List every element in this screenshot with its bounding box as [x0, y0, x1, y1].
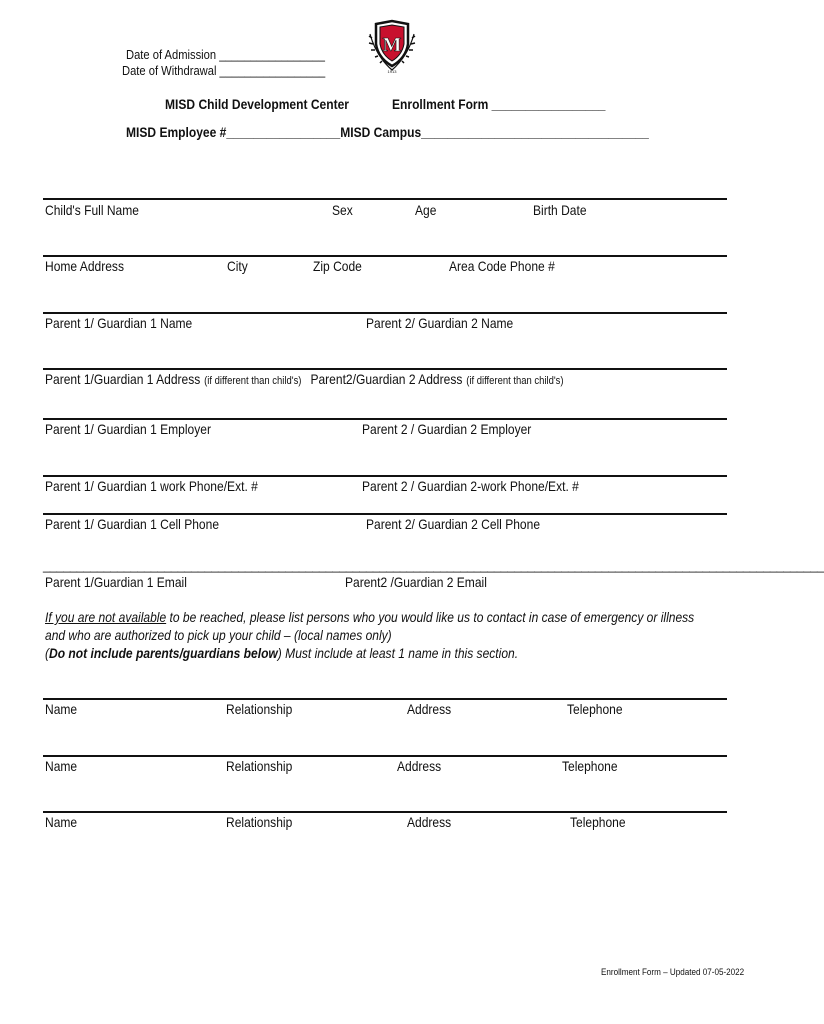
- parent1-address-note: (if different than child's): [204, 375, 302, 387]
- emergency-bold-note: Do not include parents/guardians below: [49, 645, 278, 661]
- employee-campus-field[interactable]: MISD Employee #_________________MISD Campus__________________________________: [126, 124, 649, 140]
- emergency-instructions-line1: [45, 609, 694, 625]
- footer-updated-note: Enrollment Form – Updated 07-05-2022: [601, 967, 745, 977]
- parent1-work-phone-label: Parent 1/ Guardian 1 work Phone/Ext. #: [45, 478, 258, 494]
- contact-relationship-label: Relationship: [226, 814, 293, 830]
- birth-date-label: Birth Date: [533, 202, 587, 218]
- parent1-name-label: Parent 1/ Guardian 1 Name: [45, 315, 193, 331]
- email-blank-line[interactable]: ____________________________________________________________________________________________________________________: [43, 558, 824, 573]
- parent2-address-note: (if different than child's): [466, 375, 564, 387]
- row-rule: [43, 811, 727, 813]
- logo-year: 1913: [387, 69, 397, 74]
- contact-address-label: Address: [407, 701, 452, 717]
- city-label: City: [227, 258, 248, 274]
- contact-name-label: Name: [45, 814, 78, 830]
- date-of-admission-label: Date of Admission _________________: [126, 47, 325, 62]
- enrollment-form-field[interactable]: Enrollment Form _________________: [392, 96, 606, 112]
- contact-relationship-label: Relationship: [226, 758, 293, 774]
- contact-address-label: Address: [407, 814, 452, 830]
- parent2-cell-phone-label: Parent 2/ Guardian 2 Cell Phone: [366, 516, 541, 532]
- center-name-heading: MISD Child Development Center: [165, 96, 349, 112]
- parent1-address-label: Parent 1/Guardian 1 Address: [45, 371, 201, 387]
- sex-label: Sex: [332, 202, 353, 218]
- home-address-label: Home Address: [45, 258, 124, 274]
- row-rule: [43, 418, 727, 420]
- parent1-email-label: Parent 1/Guardian 1 Email: [45, 574, 187, 590]
- contact-name-label: Name: [45, 758, 78, 774]
- contact-telephone-label: Telephone: [570, 814, 626, 830]
- parent2-address-label: Parent2/Guardian 2 Address: [310, 371, 463, 387]
- contact-telephone-label: Telephone: [567, 701, 623, 717]
- row-rule: [43, 755, 727, 757]
- emergency-tail: ) Must include at least 1 name in this section.: [277, 645, 519, 661]
- parent2-work-phone-label: Parent 2 / Guardian 2-work Phone/Ext. #: [362, 478, 579, 494]
- parent-address-row: [45, 371, 564, 389]
- parent2-name-label: Parent 2/ Guardian 2 Name: [366, 315, 514, 331]
- paren-open: (: [45, 645, 50, 661]
- contact-name-label: Name: [45, 701, 78, 717]
- parent2-email-label: Parent2 /Guardian 2 Email: [345, 574, 487, 590]
- contact-telephone-label: Telephone: [562, 758, 618, 774]
- emergency-lead-rest: to be reached, please list persons who you would like us to contact in case of emergency or illness: [166, 609, 695, 625]
- area-code-phone-label: Area Code Phone #: [449, 258, 555, 274]
- parent2-employer-label: Parent 2 / Guardian 2 Employer: [362, 421, 532, 437]
- date-of-withdrawal-label: Date of Withdrawal _________________: [122, 63, 326, 78]
- row-rule: [43, 198, 727, 200]
- row-rule: [43, 475, 727, 477]
- emergency-instructions-line3: [45, 645, 518, 661]
- row-rule: [43, 312, 727, 314]
- contact-relationship-label: Relationship: [226, 701, 293, 717]
- logo-letter: M: [382, 34, 402, 56]
- emergency-instructions-line2: and who are authorized to pick up your child – (local names only): [45, 627, 392, 643]
- parent1-employer-label: Parent 1/ Guardian 1 Employer: [45, 421, 211, 437]
- row-rule: [43, 698, 727, 700]
- age-label: Age: [415, 202, 437, 218]
- row-rule: [43, 513, 727, 515]
- row-rule: [43, 255, 727, 257]
- row-rule: [43, 368, 727, 370]
- zip-code-label: Zip Code: [313, 258, 362, 274]
- emergency-lead-underlined: If you are not available: [45, 609, 167, 625]
- parent1-cell-phone-label: Parent 1/ Guardian 1 Cell Phone: [45, 516, 220, 532]
- child-full-name-label: Child's Full Name: [45, 202, 139, 218]
- contact-address-label: Address: [397, 758, 442, 774]
- misd-shield-logo-icon: [366, 20, 418, 76]
